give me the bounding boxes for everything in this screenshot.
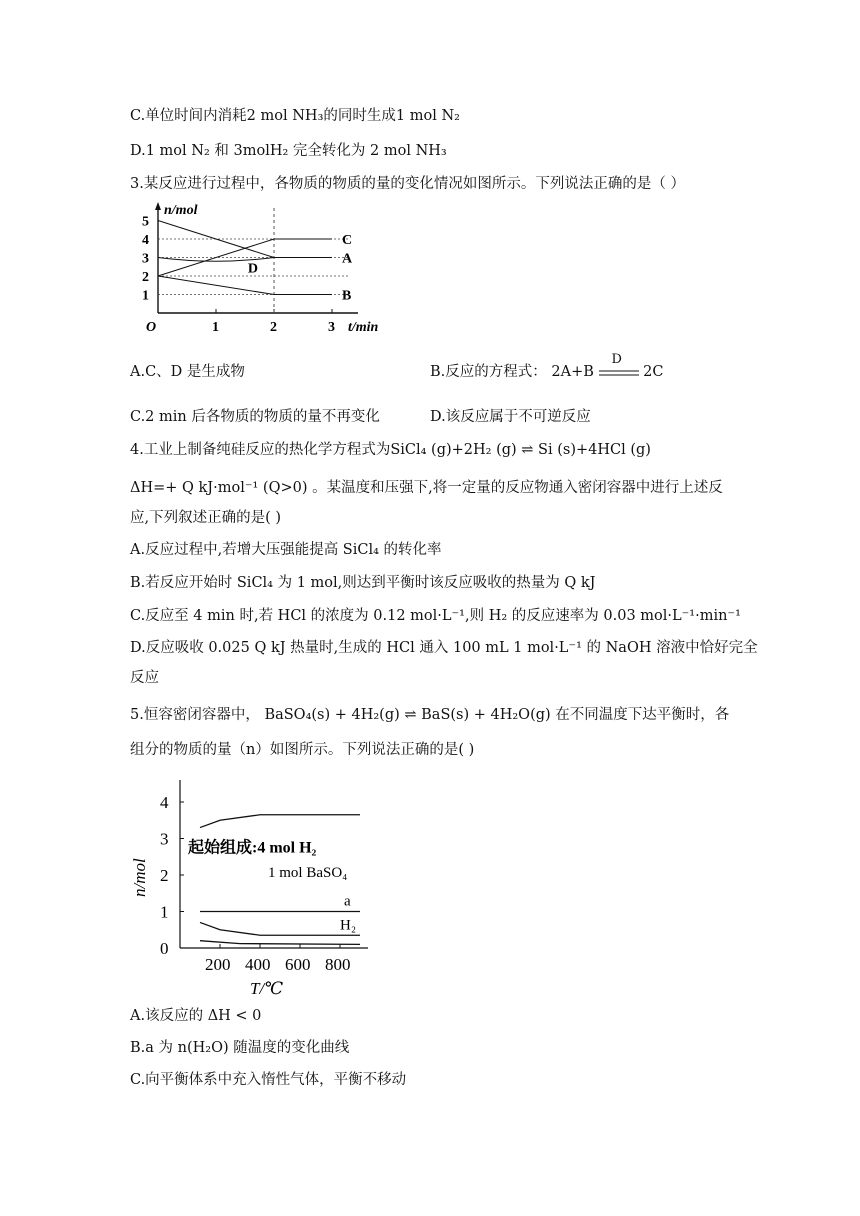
option-4d-1: D.反应吸收 0.025 Q kJ 热量时,生成的 HCl 通入 100 mL 1 mol·L⁻¹ 的 NaOH 溶液中恰好完全 bbox=[130, 640, 758, 656]
question-4-stem-3: 应,下列叙述正确的是( ) bbox=[130, 510, 282, 526]
y-tick-label: 3 bbox=[142, 251, 149, 267]
double-line-icon bbox=[599, 368, 639, 378]
y-tick-label: 3 bbox=[160, 829, 169, 849]
option-5b: B.a 为 n(H₂O) 随温度的变化曲线 bbox=[130, 1040, 350, 1056]
question-3-stem: 3.某反应进行过程中，各物质的物质的量的变化情况如图所示。下列说法正确的是（ ） bbox=[130, 176, 685, 192]
option-3c-prev: C.单位时间内消耗2 mol NH₃的同时生成1 mol N₂ bbox=[130, 108, 460, 124]
y-tick-label: 2 bbox=[160, 866, 169, 885]
question-4-stem-1: 4.工业上制备纯硅反应的热化学方程式为SiCl₄ (g)+2H₂ (g) ⇌ Si (s)+4HCl (g) bbox=[130, 442, 651, 458]
x-tick-label: 400 bbox=[245, 955, 271, 974]
x-tick-label: 3 bbox=[328, 320, 335, 335]
chart-reaction-time bbox=[138, 200, 418, 340]
series-line-curve0 bbox=[200, 815, 360, 828]
y-tick-label: 4 bbox=[160, 793, 169, 812]
option-3d-prev: D.1 mol N₂ 和 3molH₂ 完全转化为 2 mol NH₃ bbox=[130, 143, 447, 159]
y-tick-label: 1 bbox=[160, 902, 169, 922]
option-3b-prefix: B.反应的方程式： bbox=[430, 364, 547, 380]
eq-left: 2A+B bbox=[551, 364, 594, 380]
option-3a: A.C、D 是生成物 bbox=[130, 364, 245, 380]
option-4c: C.反应至 4 min 时,若 HCl 的浓度为 0.12 mol·L⁻¹,则 H₂ 的反应速率为 0.03 mol·L⁻¹·min⁻¹ bbox=[130, 608, 741, 624]
y-tick-label: 5 bbox=[142, 214, 149, 230]
series-line-B bbox=[158, 276, 332, 295]
eq-arrow bbox=[599, 352, 639, 376]
option-5a: A.该反应的 ΔH < 0 bbox=[130, 1008, 262, 1024]
x-tick-label: 600 bbox=[285, 955, 311, 974]
option-3b bbox=[430, 352, 664, 382]
series-label-a: a bbox=[344, 893, 351, 910]
x-axis-label: t/min bbox=[348, 320, 379, 335]
y-axis-label: n/mol bbox=[130, 858, 149, 897]
equation-3b bbox=[551, 352, 664, 382]
legend-line-1: 起始组成:4 mol H₂ bbox=[188, 839, 317, 857]
option-4d-2: 反应 bbox=[130, 670, 159, 686]
y-tick-label: 4 bbox=[142, 233, 149, 248]
option-3d: D.该反应属于不可逆反应 bbox=[430, 409, 591, 425]
origin-label: O bbox=[146, 320, 157, 335]
series-line-H₂ bbox=[200, 922, 360, 935]
x-tick-label: 800 bbox=[325, 955, 351, 974]
x-tick-label: 200 bbox=[205, 955, 231, 974]
question-4-stem-2: ΔH=+ Q kJ·mol⁻¹ (Q>0) 。某温度和压强下,将一定量的反应物通入密闭容器中进行上述反 bbox=[130, 480, 723, 496]
option-3c: C.2 min 后各物质的物质的量不再变化 bbox=[130, 409, 380, 425]
y-tick-label: 1 bbox=[142, 288, 149, 304]
y-tick-label: 0 bbox=[160, 939, 169, 958]
option-5c: C.向平衡体系中充入惰性气体，平衡不移动 bbox=[130, 1072, 407, 1088]
series-label-C: C bbox=[342, 233, 353, 248]
series-label-H2: H₂ bbox=[340, 917, 357, 934]
x-tick-label: 1 bbox=[212, 320, 219, 335]
series-label-B: B bbox=[342, 288, 352, 304]
x-tick-label: 2 bbox=[270, 320, 277, 335]
x-axis-label: T/℃ bbox=[250, 979, 284, 998]
option-4a: A.反应过程中,若增大压强能提高 SiCl₄ 的转化率 bbox=[130, 542, 442, 558]
option-4b: B.若反应开始时 SiCl₄ 为 1 mol,则达到平衡时该反应吸收的热量为 Q kJ bbox=[130, 575, 596, 591]
chart-temperature bbox=[128, 768, 368, 998]
y-axis-arrow bbox=[155, 202, 161, 210]
legend-line-2: 1 mol BaSO₄ bbox=[268, 864, 348, 881]
eq-right: 2C bbox=[643, 364, 664, 380]
annotation-D: D bbox=[247, 261, 259, 277]
eq-over: D bbox=[611, 352, 622, 367]
question-5-stem-2: 组分的物质的量（n）如图所示。下列说法正确的是( ) bbox=[130, 742, 475, 758]
y-tick-label: 2 bbox=[142, 270, 149, 285]
series-line-curve3 bbox=[200, 941, 360, 945]
question-5-stem-1: 5.恒容密闭容器中， BaSO₄(s) + 4H₂(g) ⇌ BaS(s) + 4H₂O(g) 在不同温度下达平衡时，各 bbox=[130, 707, 730, 723]
series-label-A: A bbox=[342, 251, 353, 267]
y-axis-label: n/mol bbox=[164, 203, 198, 218]
